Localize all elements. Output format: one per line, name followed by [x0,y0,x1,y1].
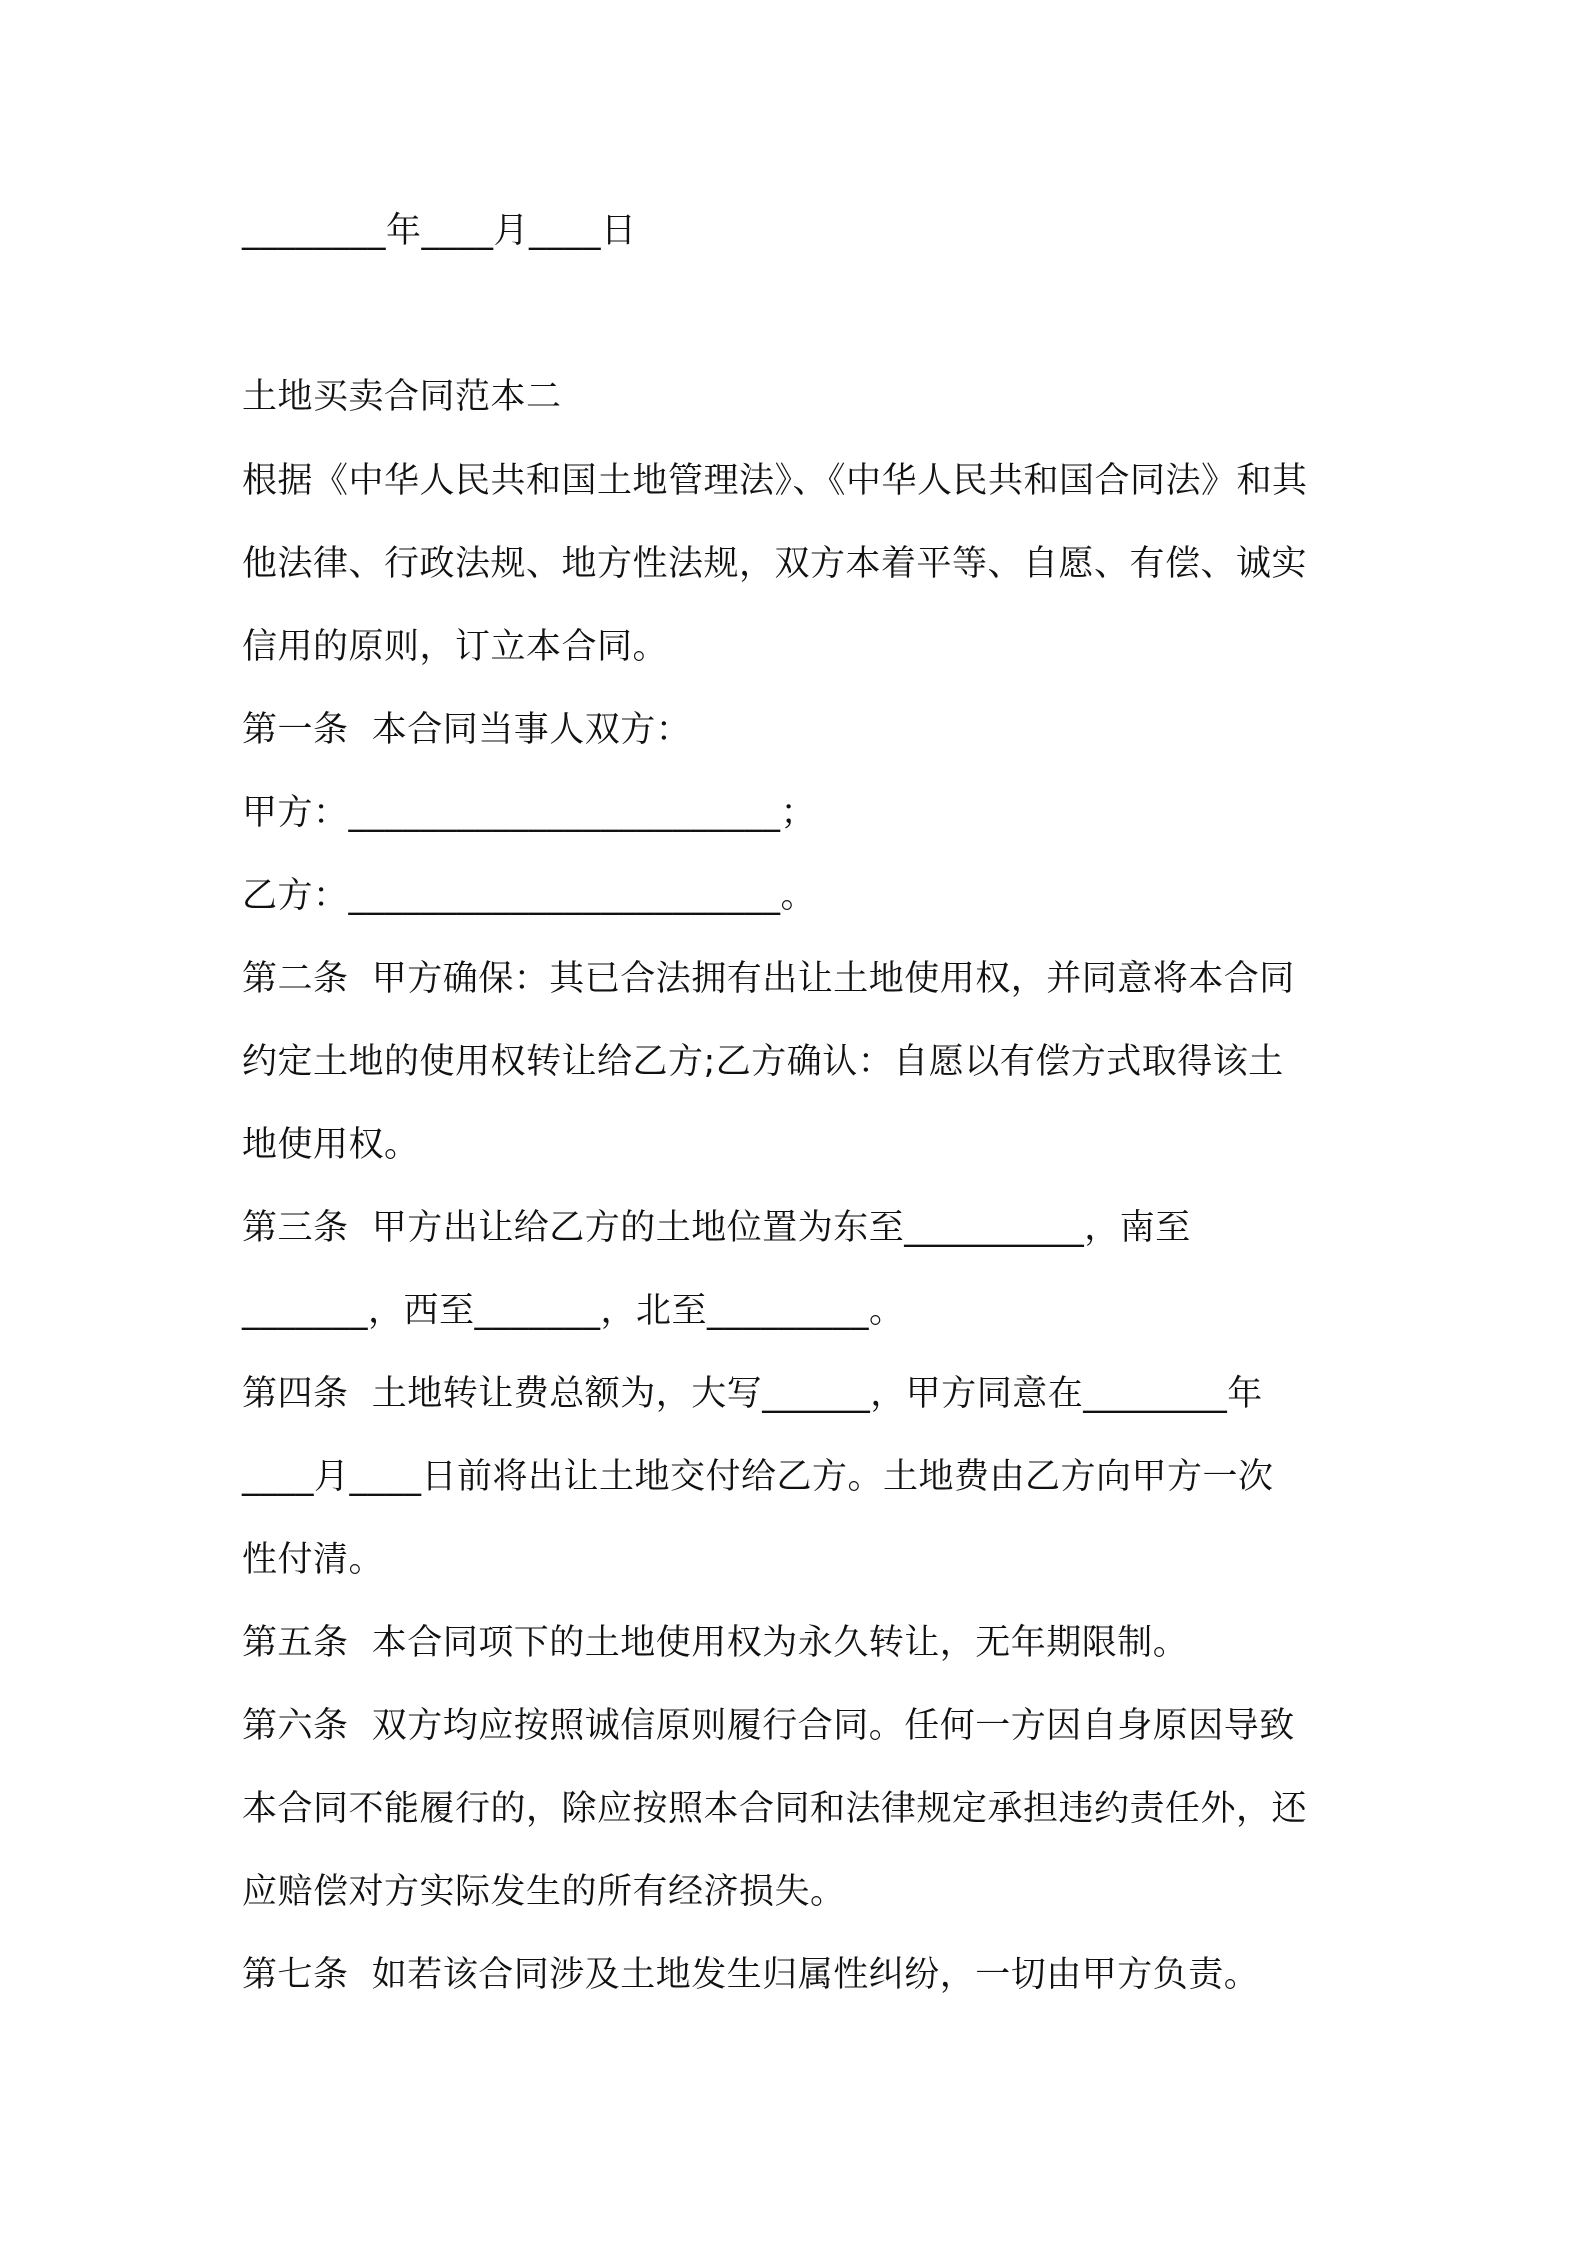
party-b-line: 乙方：________________________。 [242,876,817,916]
text-line: ____月____日前将出让土地交付给乙方。土地费由乙方向甲方一次 [242,1457,1274,1497]
document-title: 土地买卖合同范本二 [242,377,562,417]
text-line: 性付清。 [242,1540,385,1580]
party-a-line: 甲方：________________________； [242,793,817,833]
text-line: 根据《中华人民共和国土地管理法》、《中华人民共和国合同法》和其 [242,461,1308,501]
clause-2-line: 第二条 甲方确保：其已合法拥有出让土地使用权，并同意将本合同 [242,959,1295,999]
text-line: 信用的原则，订立本合同。 [242,627,669,667]
text-line: 地使用权。 [242,1125,420,1165]
clause-4-line: 第四条 土地转让费总额为，大写______，甲方同意在________年 [242,1374,1263,1414]
clause-1-heading: 第一条 本合同当事人双方： [242,710,692,750]
date-line: ________年____月____日 [242,211,637,251]
text-line: 本合同不能履行的，除应按照本合同和法律规定承担违约责任外，还 [242,1789,1308,1829]
clause-7-line: 第七条 如若该合同涉及土地发生归属性纠纷，一切由甲方负责。 [242,1955,1260,1995]
clause-5-line: 第五条 本合同项下的土地使用权为永久转让，无年期限制。 [242,1623,1189,1663]
text-line: 约定土地的使用权转让给乙方;乙方确认：自愿以有偿方式取得该土 [242,1042,1284,1082]
clause-6-line: 第六条 双方均应按照诚信原则履行合同。任何一方因自身原因导致 [242,1706,1295,1746]
text-line: 应赔偿对方实际发生的所有经济损失。 [242,1872,846,1912]
text-line: 他法律、行政法规、地方性法规，双方本着平等、自愿、有偿、诚实 [242,544,1308,584]
text-line: _______，西至_______，北至_________。 [242,1291,905,1331]
clause-3-line: 第三条 甲方出让给乙方的土地位置为东至__________，南至 [242,1208,1191,1248]
